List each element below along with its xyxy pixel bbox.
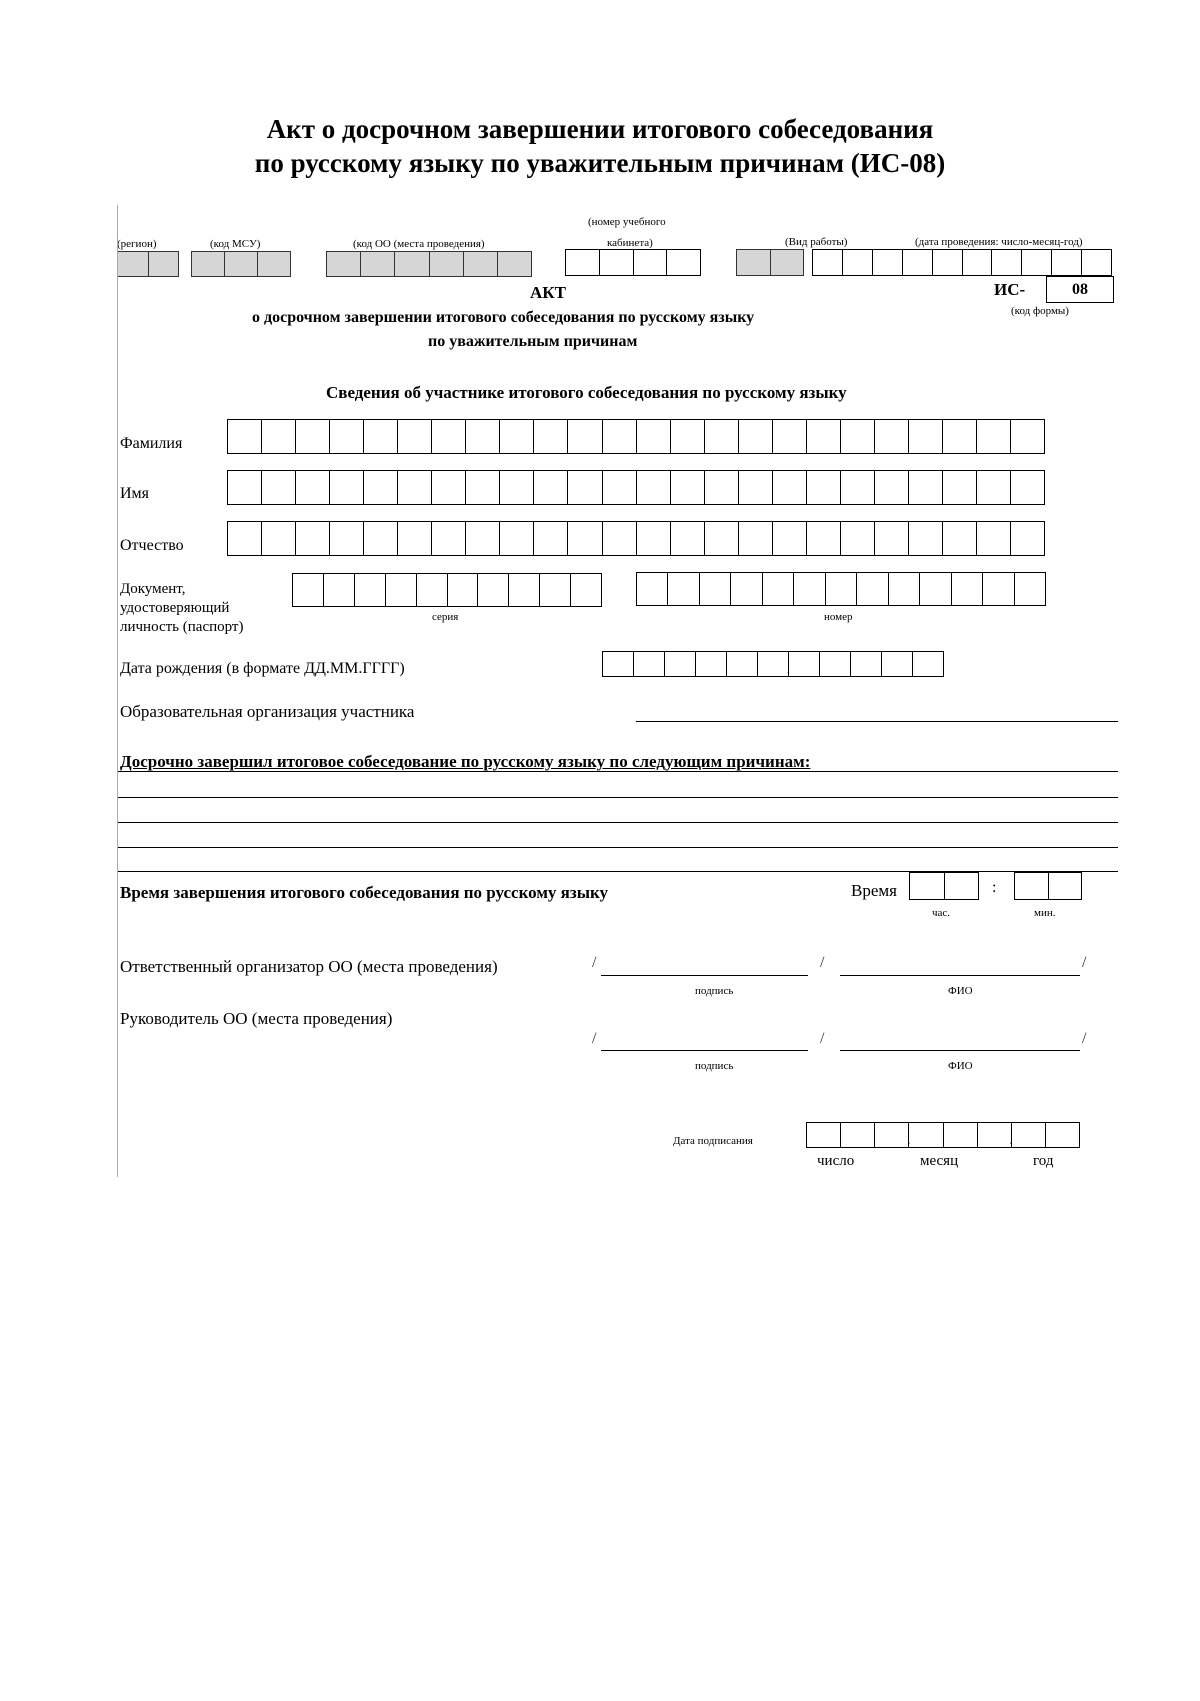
surname-label: Фамилия: [120, 435, 183, 452]
slash: /: [1082, 954, 1087, 971]
reasons-line-1[interactable]: [118, 771, 1118, 772]
head-name-line[interactable]: [840, 1050, 1080, 1051]
work-caption: (Вид работы): [785, 236, 848, 248]
signature-caption: подпись: [695, 985, 734, 997]
document-label-line-1: Документ,: [120, 581, 186, 597]
hours-cells[interactable]: [909, 872, 979, 900]
name-caption: ФИО: [948, 985, 973, 997]
msu-caption: (код МСУ): [210, 238, 261, 250]
participant-section-title: Сведения об участнике итогового собеседования по русскому языку: [326, 383, 847, 402]
patronymic-label: Отчество: [120, 537, 184, 554]
reasons-line-3[interactable]: [118, 822, 1118, 823]
organization-line[interactable]: [636, 721, 1118, 722]
name-cells[interactable]: [227, 470, 1045, 505]
room-cells[interactable]: [565, 249, 701, 276]
passport-number-cells[interactable]: [636, 572, 1046, 606]
date-dot: .: [786, 661, 790, 676]
date-cells[interactable]: [812, 249, 1112, 276]
passport-series-cells[interactable]: [292, 573, 602, 607]
slash: /: [820, 1030, 825, 1047]
document-label: [120, 580, 243, 637]
reasons-line-4[interactable]: [118, 847, 1118, 848]
room-caption-1: (номер учебного: [588, 216, 666, 228]
slash: /: [1082, 1030, 1087, 1047]
head-label: Руководитель ОО (места проведения): [120, 1009, 393, 1028]
act-line-2: по уважительным причинам: [428, 333, 638, 350]
slash: /: [592, 1030, 597, 1047]
msu-cells[interactable]: [191, 251, 291, 277]
form-code-caption: (код формы): [1011, 305, 1069, 317]
organizer-label: Ответственный организатор ОО (места проведения): [120, 957, 498, 976]
sign-date-month-caption: месяц: [920, 1153, 959, 1169]
name-label: Имя: [120, 485, 150, 502]
date-dot: .: [693, 661, 697, 676]
sign-date-year-caption: год: [1033, 1153, 1054, 1169]
patronymic-cells[interactable]: [227, 521, 1045, 556]
title-line-2: по русскому языку по уважительным причинам (ИС-08): [254, 148, 946, 178]
number-caption: номер: [824, 611, 853, 623]
work-cells[interactable]: [736, 249, 804, 276]
slash: /: [820, 954, 825, 971]
region-cells[interactable]: [117, 251, 179, 277]
document-label-line-3: личность (паспорт): [120, 619, 244, 635]
slash: /: [592, 954, 597, 971]
sign-date-cells[interactable]: [806, 1122, 1080, 1148]
name-caption: ФИО: [948, 1060, 973, 1072]
series-caption: серия: [432, 611, 459, 623]
document-label-line-2: удостоверяющий: [120, 600, 230, 616]
title-line-1: Акт о досрочном завершении итогового собеседования: [266, 114, 934, 144]
oo-caption: (код ОО (места проведения): [353, 238, 485, 250]
minutes-caption: мин.: [1034, 907, 1056, 919]
time-word: Время: [851, 881, 897, 900]
organization-label: Образовательная организация участника: [120, 702, 415, 721]
birth-date-cells[interactable]: [602, 651, 944, 677]
minutes-cells[interactable]: [1014, 872, 1082, 900]
sign-date-day-caption: число: [817, 1153, 855, 1169]
birth-date-label: Дата рождения (в формате ДД.ММ.ГГГГ): [120, 660, 405, 677]
date-dot: .: [1009, 1132, 1013, 1147]
document-title: [0, 112, 1200, 180]
region-caption: (регион): [117, 238, 157, 250]
reasons-title: Досрочно завершил итоговое собеседование по русскому языку по следующим причинам:: [120, 752, 811, 771]
date-caption: (дата проведения: число-месяц-год): [915, 236, 1083, 248]
act-heading: АКТ: [530, 283, 566, 302]
time-colon: :: [992, 879, 997, 896]
reasons-line-2[interactable]: [118, 797, 1118, 798]
left-margin-rule: [117, 205, 118, 1177]
end-time-label: Время завершения итогового собеседования по русскому языку: [120, 883, 609, 902]
organizer-signature-line[interactable]: [601, 975, 808, 976]
signature-caption: подпись: [695, 1060, 734, 1072]
form-code-box: 08: [1046, 276, 1114, 303]
hours-caption: час.: [932, 907, 951, 919]
room-caption-2: кабинета): [607, 237, 653, 249]
act-line-1: о досрочном завершении итогового собеседования по русскому языку: [252, 309, 755, 326]
sign-date-label: Дата подписания: [673, 1135, 753, 1147]
organizer-name-line[interactable]: [840, 975, 1080, 976]
oo-cells[interactable]: [326, 251, 532, 277]
date-dot: .: [907, 1132, 911, 1147]
surname-cells[interactable]: [227, 419, 1045, 454]
form-code-prefix: ИС-: [994, 280, 1026, 299]
head-signature-line[interactable]: [601, 1050, 808, 1051]
